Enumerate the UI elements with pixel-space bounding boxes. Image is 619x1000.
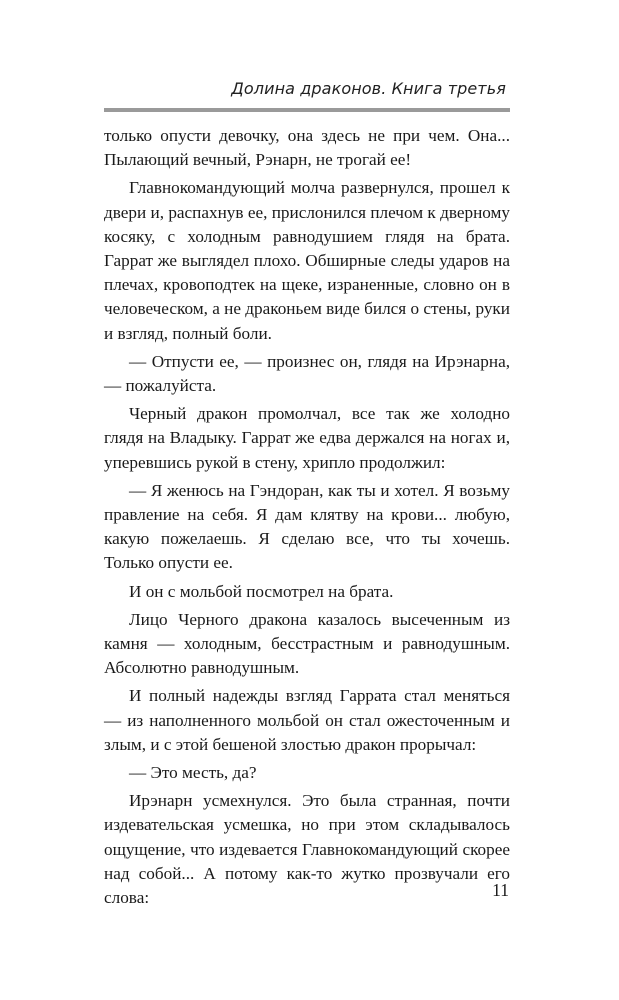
- paragraph: И полный надежды взгляд Гаррата стал меняться — из наполненного мольбой он стал ожесточенным и злым, и с этой бешеной злостью дракон прорычал:: [104, 686, 510, 754]
- paragraph: — Отпусти ее, — произнес он, глядя на Ирэнарна, — пожалуйста.: [104, 351, 510, 396]
- paragraph: Главнокомандующий молча развернулся, прошел к двери и, распахнув ее, прислонился плечом к дверному косяку, с холодным равнодушием глядя на брата. Гаррат же выглядел плохо. Обширные следы ударов на плечах, кровоподтек на щеке, израненные, словно он в человеческом, а не драконьем виде бился о стены, руки и взгляд, полный боли.: [104, 178, 510, 343]
- paragraph: И он с мольбой посмотрел на брата.: [129, 581, 394, 601]
- paragraph: только опусти девочку, она здесь не при чем. Она... Пылающий вечный, Рэнарн, не трогай ее!: [104, 126, 510, 170]
- running-head: Долина драконов. Книга третья: [231, 79, 506, 98]
- body-text: [104, 124, 510, 914]
- page-number: 11: [492, 880, 509, 900]
- paragraph: — Это месть, да?: [129, 763, 257, 783]
- header-rule: [104, 108, 510, 112]
- paragraph: — Я женюсь на Гэндоран, как ты и хотел. Я возьму правление на себя. Я дам клятву на крови... любую, какую пожелаешь. Я сделаю все, что ты хочешь. Только опусти ее.: [104, 480, 510, 573]
- paragraph: Черный дракон промолчал, все так же холодно глядя на Владыку. Гаррат же едва держался на ногах и, уперевшись рукой в стену, хрипло продолжил:: [104, 404, 510, 472]
- paragraph: Лицо Черного дракона казалось высеченным из камня — холодным, бесстрастным и равнодушным. Абсолютно равнодушным.: [104, 609, 510, 678]
- paragraph: Ирэнарн усмехнулся. Это была странная, почти издевательская усмешка, но при этом складывалось ощущение, что издевается Главнокомандующий скорее над собой... А потому как-то жутко прозвучали его слова:: [104, 791, 510, 908]
